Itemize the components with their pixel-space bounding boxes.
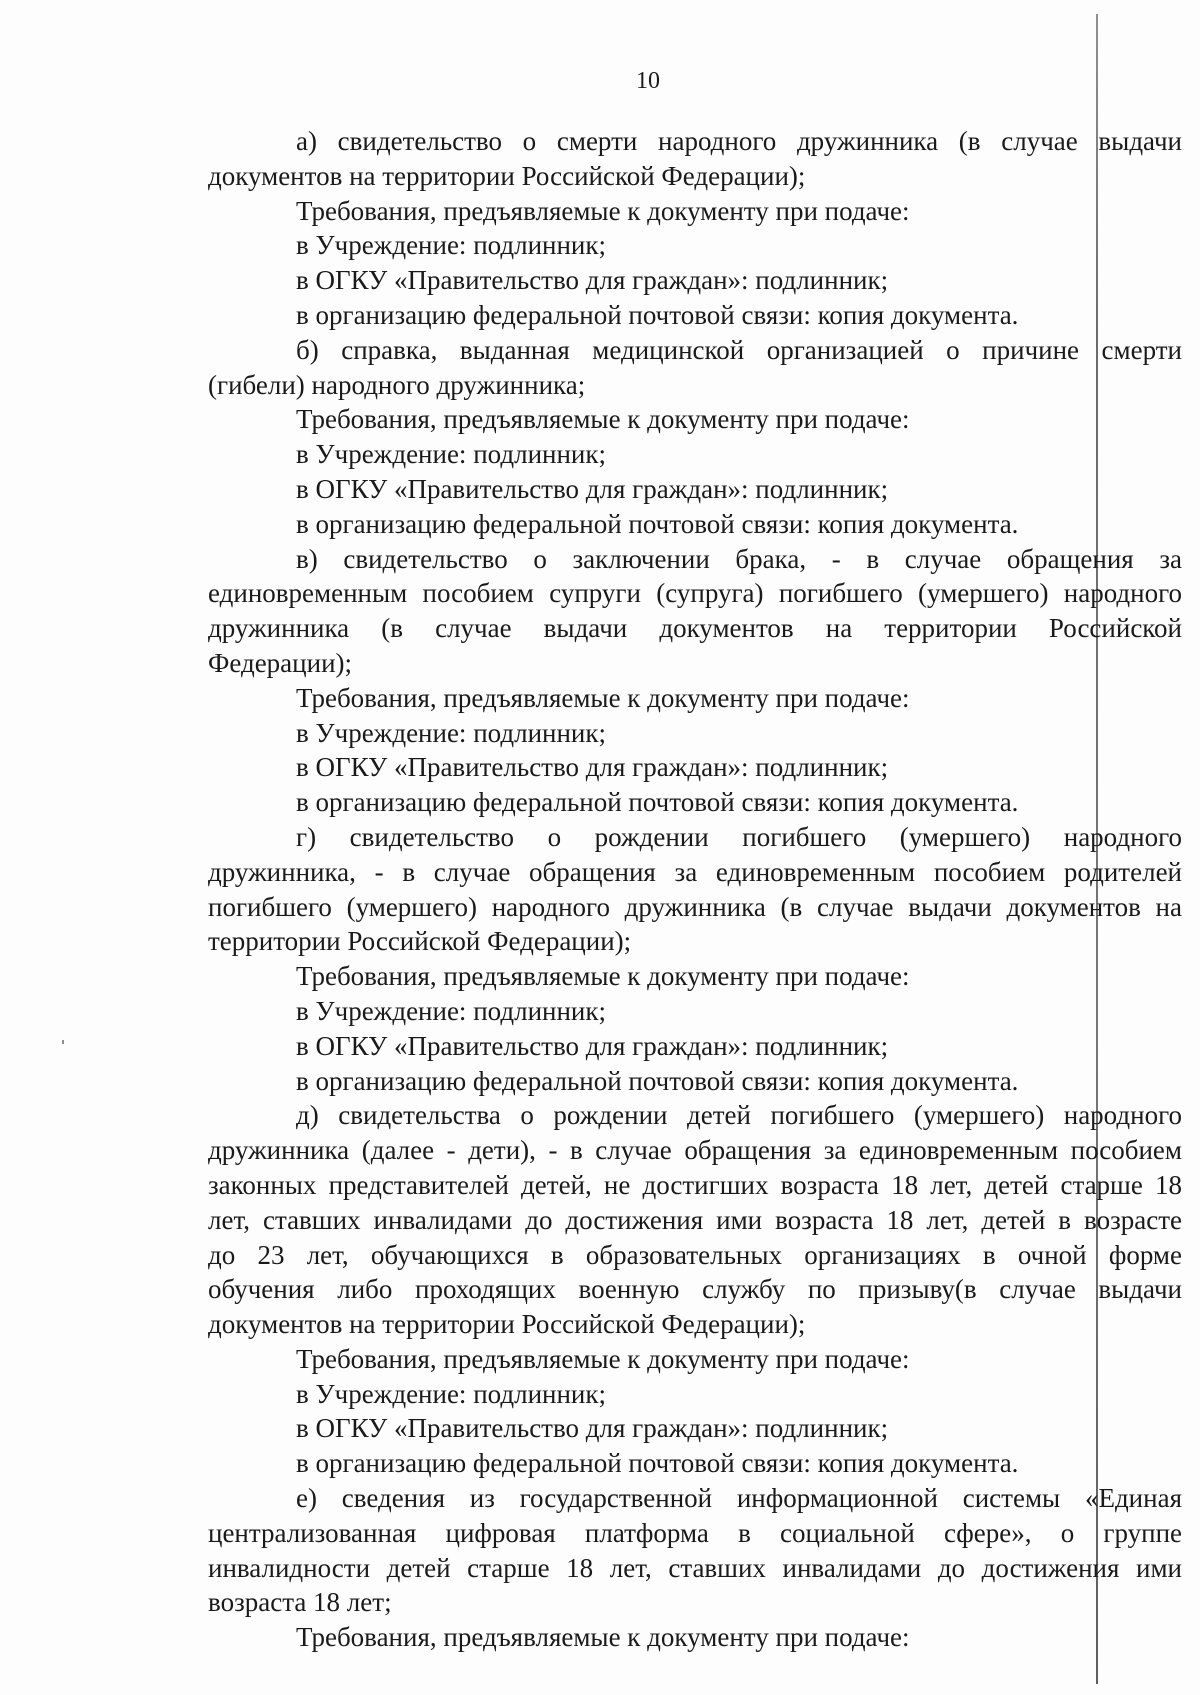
text-line: в ОГКУ «Правительство для граждан»: подлинник; (296, 752, 889, 783)
text-line: Требования, предъявляемые к документу при подаче: (296, 1622, 910, 1653)
text-line: централизованная цифровая платформа в социальной сфере», о группе (208, 1517, 1182, 1548)
text-line: дружинника (далее - дети), - в случае обращения за единовременным пособием (208, 1135, 1182, 1166)
text-line: инвалидности детей старше 18 лет, ставших инвалидами до достижения ими (208, 1552, 1182, 1583)
text-line: д) свидетельства о рождении детей погибшего (умершего) народного (296, 1100, 1182, 1131)
text-line: Требования, предъявляемые к документу при подаче: (296, 682, 910, 713)
text-line: документов на территории Российской Федерации); (208, 160, 806, 191)
text-line: в Учреждение: подлинник; (296, 230, 606, 261)
text-line: Федерации); (208, 647, 353, 678)
text-line: дружинника (в случае выдачи документов на территории Российской (208, 613, 1182, 644)
text-line: в ОГКУ «Правительство для граждан»: подлинник; (296, 265, 889, 296)
text-line: в организацию федеральной почтовой связи: копия документа. (296, 787, 1019, 818)
text-line: в Учреждение: подлинник; (296, 439, 606, 470)
text-line: территории Российской Федерации); (208, 926, 632, 957)
text-line: в Учреждение: подлинник; (296, 995, 606, 1026)
text-line: в организацию федеральной почтовой связи: копия документа. (296, 1065, 1019, 1096)
text-line: в Учреждение: подлинник; (296, 1378, 606, 1409)
text-line: в ОГКУ «Правительство для граждан»: подлинник; (296, 1413, 889, 1444)
text-line: дружинника, - в случае обращения за единовременным пособием родителей (208, 856, 1182, 887)
text-line: Требования, предъявляемые к документу при подаче: (296, 961, 910, 992)
text-line: в ОГКУ «Правительство для граждан»: подлинник; (296, 473, 889, 504)
text-line: до 23 лет, обучающихся в образовательных организациях в очной форме (208, 1239, 1182, 1270)
text-line: г) свидетельство о рождении погибшего (умершего) народного (296, 821, 1182, 852)
page-number: 10 (636, 68, 660, 94)
document-body (208, 124, 1182, 1655)
text-line: Требования, предъявляемые к документу при подаче: (296, 404, 910, 435)
text-line: а) свидетельство о смерти народного дружинника (в случае выдачи (296, 126, 1182, 156)
text-line: в ОГКУ «Правительство для граждан»: подлинник; (296, 1030, 889, 1061)
text-line: Требования, предъявляемые к документу при подаче: (296, 1343, 910, 1374)
text-line: Требования, предъявляемые к документу при подаче: (296, 195, 910, 226)
text-line: (гибели) народного дружинника; (208, 369, 586, 400)
text-line: в Учреждение: подлинник; (296, 717, 606, 748)
text-line: в организацию федеральной почтовой связи: копия документа. (296, 299, 1019, 330)
text-line: е) сведения из государственной информационной системы «Единая (296, 1483, 1182, 1514)
text-line: законных представителей детей, не достигших возраста 18 лет, детей старше 18 (208, 1169, 1182, 1200)
text-line: в организацию федеральной почтовой связи: копия документа. (296, 508, 1019, 539)
text-line: единовременным пособием супруги (супруга) погибшего (умершего) народного (208, 578, 1182, 609)
scan-speck (62, 1040, 64, 1044)
text-line: б) справка, выданная медицинской организацией о причине смерти (296, 334, 1182, 365)
text-line: в организацию федеральной почтовой связи: копия документа. (296, 1448, 1019, 1479)
text-line: лет, ставших инвалидами до достижения ими возраста 18 лет, детей в возрасте (208, 1204, 1182, 1235)
text-line: возраста 18 лет; (208, 1587, 392, 1618)
text-line: обучения либо проходящих военную службу по призыву(в случае выдачи (208, 1274, 1182, 1305)
text-line: погибшего (умершего) народного дружинника (в случае выдачи документов на (208, 891, 1182, 922)
text-line: документов на территории Российской Федерации); (208, 1309, 806, 1340)
text-line: в) свидетельство о заключении брака, - в случае обращения за (296, 543, 1182, 574)
